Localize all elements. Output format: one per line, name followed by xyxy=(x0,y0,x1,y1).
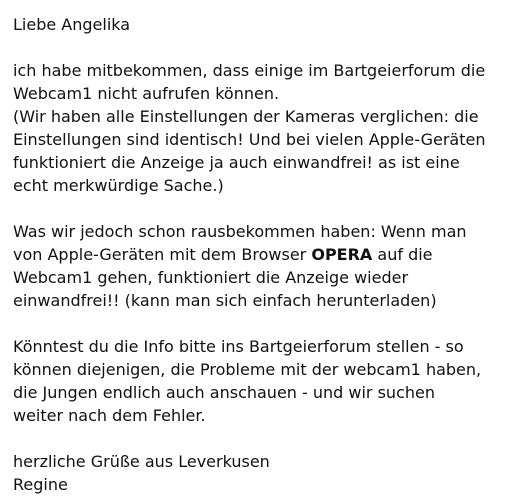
text-line: weiter nach dem Fehler. xyxy=(13,406,206,425)
text-line: funktioniert die Anzeige ja auch einwandfrei! as ist eine xyxy=(13,153,460,172)
greeting: Liebe Angelika xyxy=(13,15,131,34)
paragraph-gap xyxy=(13,427,518,450)
paragraph-gap xyxy=(13,312,518,335)
text-line: Webcam1 gehen, funktioniert die Anzeige wieder xyxy=(13,268,409,287)
text-line-opera xyxy=(13,243,518,266)
paragraph-forum-request xyxy=(13,335,518,427)
paragraph-gap xyxy=(13,36,518,59)
paragraph-opera-solution xyxy=(13,220,518,312)
text-line: einwandfrei!! (kann man sich einfach herunterladen) xyxy=(13,291,437,310)
closing-greeting: herzliche Grüße aus Leverkusen xyxy=(13,452,270,471)
text-line: Webcam1 nicht aufrufen können. xyxy=(13,84,280,103)
closing xyxy=(13,450,518,496)
text-line: Könntest du die Info bitte ins Bartgeierforum stellen - so xyxy=(13,337,464,356)
paragraph-gap xyxy=(13,197,518,220)
opera-highlight: OPERA xyxy=(311,245,373,264)
text-line: können diejenigen, die Probleme mit der webcam1 haben, xyxy=(13,360,482,379)
text-line: (Wir haben alle Einstellungen der Kameras verglichen: die xyxy=(13,107,479,126)
text-line: die Jungen endlich auch anschauen - und wir suchen xyxy=(13,383,435,402)
text-line: Einstellungen sind identisch! Und bei vielen Apple-Geräten xyxy=(13,130,486,149)
signature: Regine xyxy=(13,475,68,494)
paragraph-webcam-problem xyxy=(13,59,518,197)
text-segment: auf die xyxy=(372,245,433,264)
letter-body xyxy=(13,13,518,496)
text-line: ich habe mitbekommen, dass einige im Bartgeierforum die xyxy=(13,61,486,80)
text-segment: von Apple-Geräten mit dem Browser xyxy=(13,245,312,264)
text-line: echt merkwürdige Sache.) xyxy=(13,176,224,195)
text-line: Was wir jedoch schon rausbekommen haben: Wenn man xyxy=(13,222,467,241)
